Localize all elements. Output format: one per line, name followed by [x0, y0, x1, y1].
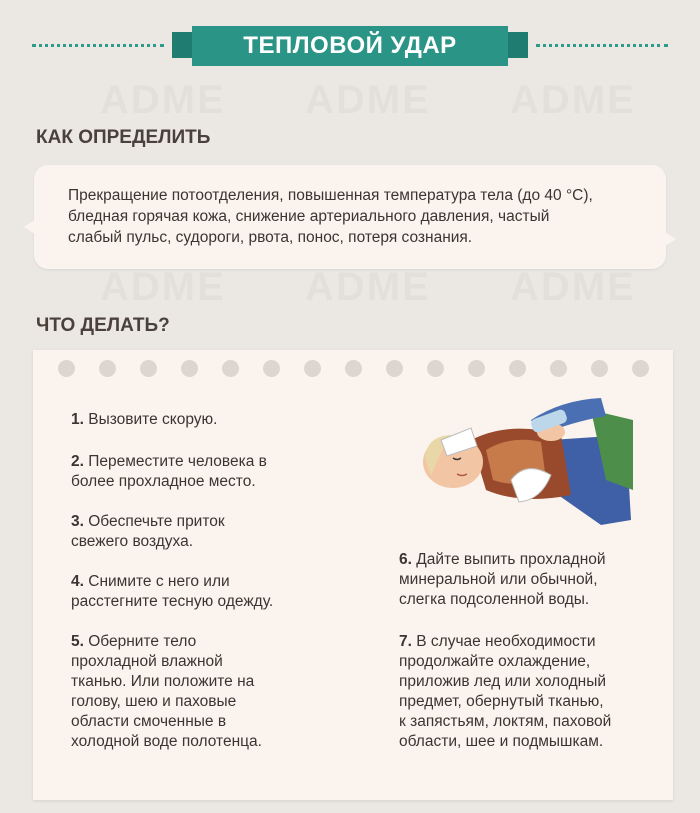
step-line: расстегните тесную одежду.: [71, 593, 274, 610]
step-2: [71, 452, 267, 492]
step-line: Вызовите скорую.: [88, 411, 218, 428]
notepad-hole: [222, 360, 239, 377]
step-number: 6.: [399, 551, 412, 568]
page-title: ТЕПЛОВОЙ УДАР: [192, 26, 508, 66]
symptoms-line: Прекращение потоотделения, повышенная температура тела (до 40 °С),: [68, 187, 593, 204]
step-line: Обеспечьте приток: [88, 513, 225, 530]
notepad-hole: [181, 360, 198, 377]
symptoms-line: слабый пульс, судороги, рвота, понос, потеря сознания.: [68, 229, 473, 246]
step-number: 7.: [399, 633, 412, 650]
notepad-hole: [386, 360, 403, 377]
step-line: Дайте выпить прохладной: [416, 551, 606, 568]
dotted-line-right: [536, 44, 668, 47]
step-line: приложив лед или холодный: [399, 673, 607, 690]
notepad-hole: [58, 360, 75, 377]
steps-notepad: [33, 350, 673, 800]
watermark: [100, 265, 226, 310]
watermark: [305, 78, 431, 123]
step-line: прохладной влажной: [71, 653, 223, 670]
notepad-hole: [263, 360, 280, 377]
notepad-hole: [632, 360, 649, 377]
step-line: к запястьям, локтям, паховой: [399, 713, 612, 730]
bubble-tail: [24, 213, 46, 241]
step-line: голову, шею и паховые: [71, 693, 237, 710]
step-line: предмет, обернутый тканью,: [399, 693, 604, 710]
step-1: [71, 410, 217, 430]
step-number: 4.: [71, 573, 84, 590]
notepad-hole: [468, 360, 485, 377]
step-line: холодной воде полотенца.: [71, 733, 262, 750]
step-line: слегка подсоленной воды.: [399, 591, 590, 608]
step-line: продолжайте охлаждение,: [399, 653, 591, 670]
step-line: Оберните тело: [88, 633, 197, 650]
step-7: [399, 632, 611, 752]
notepad-hole: [140, 360, 157, 377]
notepad-hole: [304, 360, 321, 377]
step-4: [71, 572, 273, 612]
step-number: 3.: [71, 513, 84, 530]
symptoms-line: бледная горячая кожа, снижение артериального давления, частый: [68, 208, 550, 225]
step-line: области смоченные в: [71, 713, 227, 730]
symptoms-card: [34, 165, 666, 269]
step-line: минеральной или обычной,: [399, 571, 598, 588]
step-5: [71, 632, 262, 752]
notepad-hole: [345, 360, 362, 377]
step-line: более прохладное место.: [71, 473, 256, 490]
notepad-hole: [591, 360, 608, 377]
notepad-hole: [509, 360, 526, 377]
step-number: 1.: [71, 411, 84, 428]
identify-heading: КАК ОПРЕДЕЛИТЬ: [36, 127, 211, 148]
what-to-do-heading: ЧТО ДЕЛАТЬ?: [36, 315, 170, 336]
symptoms-text: [68, 185, 648, 248]
step-number: 5.: [71, 633, 84, 650]
watermark: [305, 265, 431, 310]
watermark: [100, 78, 226, 123]
notepad-hole: [550, 360, 567, 377]
step-line: области, шее и подмышкам.: [399, 733, 604, 750]
dotted-line-left: [32, 44, 164, 47]
title-banner: [0, 22, 700, 70]
bubble-tail-right: [654, 225, 676, 253]
notepad-hole: [99, 360, 116, 377]
notepad-hole: [427, 360, 444, 377]
step-line: Снимите с него или: [88, 573, 230, 590]
first-aid-illustration: [401, 380, 633, 540]
step-line: тканью. Или положите на: [71, 673, 255, 690]
step-line: Переместите человека в: [88, 453, 267, 470]
step-6: [399, 550, 606, 610]
step-number: 2.: [71, 453, 84, 470]
watermark: [510, 265, 636, 310]
watermark: [510, 78, 636, 123]
step-line: свежего воздуха.: [71, 533, 194, 550]
step-line: В случае необходимости: [416, 633, 596, 650]
step-3: [71, 512, 225, 552]
